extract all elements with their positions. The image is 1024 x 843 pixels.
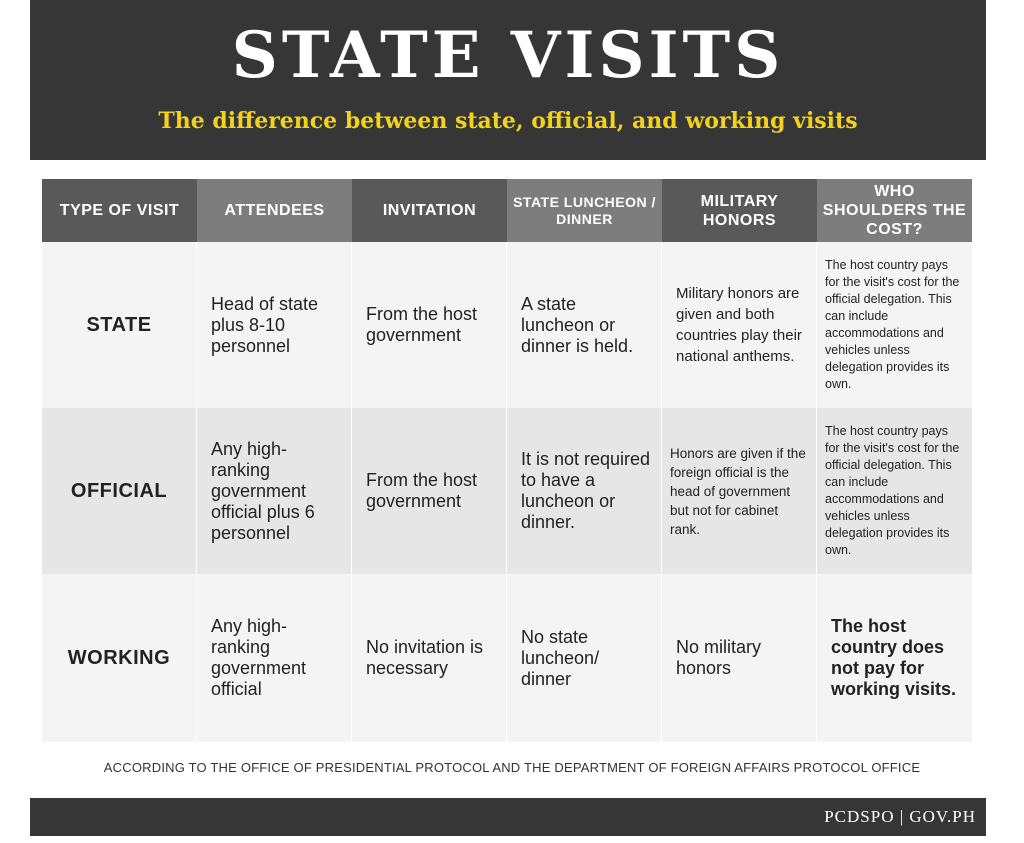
header-type-of-visit: TYPE OF VISIT [42, 179, 197, 242]
table-header-row [42, 179, 972, 242]
source-note: ACCORDING TO THE OFFICE OF PRESIDENTIAL PROTOCOL AND THE DEPARTMENT OF FOREIGN AFFAIRS PROTOCOL OFFICE [103, 760, 921, 775]
cell-attendees: Any high-ranking government official plus 6 personnel [197, 408, 352, 574]
table-row-official [42, 408, 972, 574]
cell-type: WORKING [42, 574, 197, 742]
table-row-state [42, 242, 972, 408]
table-row-working [42, 574, 972, 742]
cell-cost: The host country pays for the visit's cost for the official delegation. This can include accommodations and vehicles unless delegation provides its own. [825, 258, 960, 391]
cell-honors: No military honors [662, 574, 817, 742]
page-title: STATE VISITS [231, 18, 785, 93]
cell-type: OFFICIAL [42, 408, 197, 574]
cell-luncheon: A state luncheon or dinner is held. [507, 242, 662, 408]
page-subtitle: The difference between state, official, and working visits [158, 108, 858, 134]
header-invitation: INVITATION [352, 179, 507, 242]
cell-luncheon: It is not required to have a luncheon or dinner. [507, 408, 662, 574]
header-banner [30, 0, 986, 160]
cell-attendees: Head of state plus 8-10 personnel [197, 242, 352, 408]
header-cost: WHO SHOULDERS THE COST? [817, 179, 972, 242]
cell-attendees: Any high-ranking government official [197, 574, 352, 742]
cell-cost: The host country pays for the visit's cost for the official delegation. This can include accommodations and vehicles unless delegation provides its own. [825, 424, 960, 557]
footer-credit: PCDSPO | GOV.PH [824, 807, 976, 826]
cell-invitation: From the host government [352, 408, 507, 574]
cell-type: STATE [42, 242, 197, 408]
cell-luncheon: No state luncheon/ dinner [507, 574, 662, 742]
cell-invitation: No invitation is necessary [352, 574, 507, 742]
header-military-honors: MILITARY HONORS [662, 179, 817, 242]
footer-bar [30, 798, 986, 836]
cell-cost: The host country does not pay for working visits. [831, 616, 957, 699]
header-attendees: ATTENDEES [197, 179, 352, 242]
cell-honors: Military honors are given and both countries play their national anthems. [662, 242, 817, 408]
header-state-luncheon: STATE LUNCHEON / DINNER [507, 179, 662, 242]
cell-invitation: From the host government [352, 242, 507, 408]
cell-honors: Honors are given if the foreign official is the head of government but not for cabinet rank. [662, 408, 817, 574]
comparison-table [42, 179, 972, 742]
